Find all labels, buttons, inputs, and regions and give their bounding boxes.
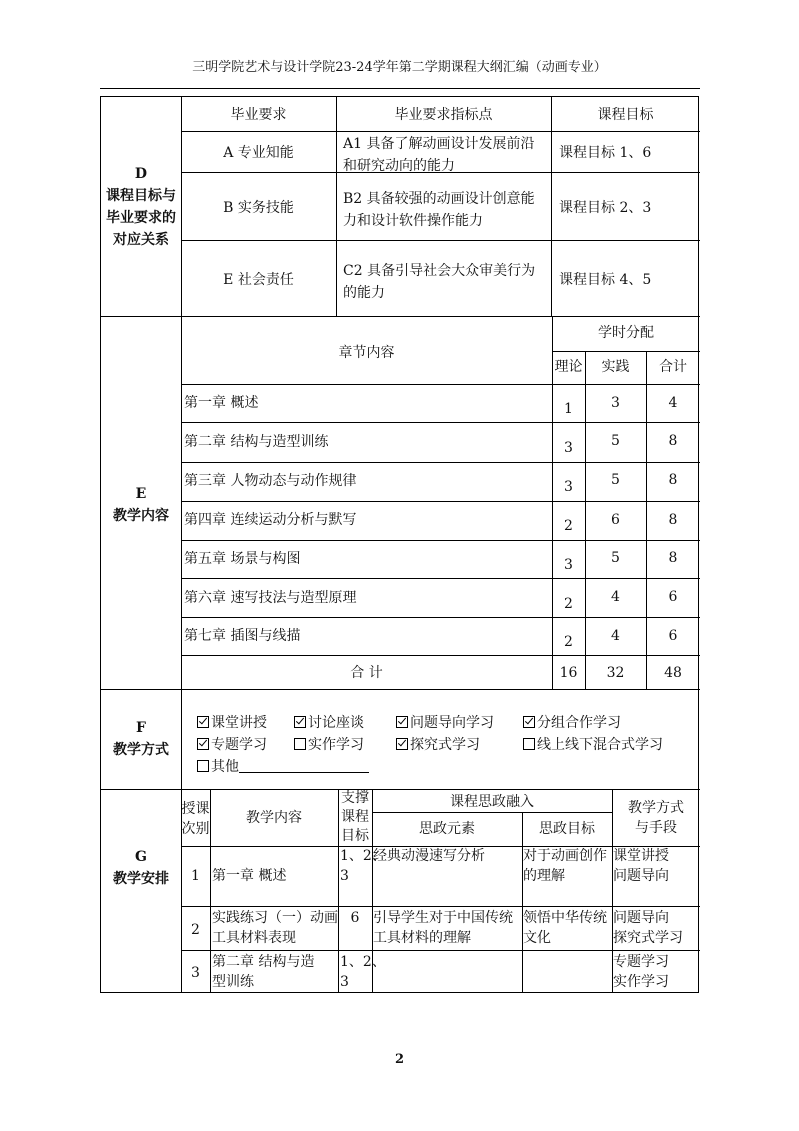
g-header-element: 思政元素: [419, 821, 475, 837]
d-header-requirement: 毕业要求: [230, 107, 287, 123]
g-row1-goal: 对于动画创作 的理解: [523, 848, 607, 884]
checkbox-checked-icon[interactable]: [396, 738, 408, 750]
checkbox-checked-icon[interactable]: [523, 716, 535, 728]
e-total-practice: 32: [606, 665, 625, 681]
g-row1-content: 第一章 概述: [212, 868, 287, 884]
e-sub-line: [552, 351, 700, 352]
option-topic-study[interactable]: 专题学习: [197, 735, 267, 755]
section-e-label: E 教学内容: [113, 486, 169, 524]
option-discussion[interactable]: 讨论座谈: [294, 713, 364, 733]
e-header-hours: 学时分配: [598, 325, 654, 341]
option-blended[interactable]: 线上线下混合式学习: [523, 735, 663, 755]
g-row3-no: 3: [191, 965, 200, 981]
d-goal-a: 课程目标 1、6: [559, 145, 652, 161]
e-row-line: [181, 462, 700, 463]
e-theory-6: 2: [564, 596, 573, 612]
e-practice-6: 4: [611, 589, 620, 605]
d-goal-b: 课程目标 2、3: [559, 200, 652, 216]
g-row-line: [181, 906, 700, 907]
section-f-label: F 教学方式: [113, 720, 169, 758]
e-header-content: 章节内容: [338, 345, 395, 361]
e-header-total: 合计: [659, 359, 687, 375]
other-blank-line[interactable]: [239, 758, 369, 773]
g-header-ideology: 课程思政融入: [450, 794, 534, 810]
d-req-b: B 实务技能: [223, 200, 294, 216]
option-practical[interactable]: 实作学习: [294, 735, 364, 755]
e-chapter-7: 第七章 插图与线描: [184, 628, 301, 644]
option-inquiry[interactable]: 探究式学习: [396, 735, 480, 755]
e-row-line: [181, 540, 700, 541]
checkbox-unchecked-icon[interactable]: [197, 760, 209, 772]
g-row1-support: 1、2、 3: [340, 848, 386, 884]
e-total-total: 48: [664, 665, 682, 681]
page-header: 三明学院艺术与设计学院23-24学年第二学期课程大纲汇编（动画专业）: [192, 60, 607, 75]
e-header-theory: 理论: [554, 359, 583, 375]
section-d-label: D 课程目标与 毕业要求的 对应关系: [106, 166, 176, 248]
checkbox-checked-icon[interactable]: [197, 738, 209, 750]
e-row-line: [181, 655, 700, 656]
e-practice-3: 5: [611, 472, 620, 488]
divider-f-g: [101, 789, 700, 790]
e-theory-5: 3: [564, 557, 573, 573]
section-g-label: G 教学安排: [113, 849, 169, 887]
e-total-theory: 16: [559, 665, 578, 681]
g-row2-goal: 领悟中华传统 文化: [523, 910, 607, 946]
d-header-indicator: 毕业要求指标点: [394, 107, 493, 123]
e-row-line: [181, 501, 700, 502]
checkbox-checked-icon[interactable]: [396, 716, 408, 728]
g-sub-line: [372, 812, 612, 813]
divider-e-f: [101, 689, 700, 690]
g-row3-support: 1、2、 3: [340, 954, 386, 990]
checkbox-unchecked-icon[interactable]: [294, 738, 306, 750]
e-practice-5: 5: [611, 550, 620, 566]
d-col-line: [551, 97, 552, 316]
option-problem-based[interactable]: 问题导向学习: [396, 713, 494, 733]
e-theory-3: 3: [564, 479, 573, 495]
e-row-line: [181, 384, 700, 385]
d-req-e: E 社会责任: [223, 272, 294, 288]
d-row-line: [181, 240, 700, 241]
g-row1-element: 经典动漫速写分析: [373, 848, 485, 864]
d-row-line: [181, 131, 700, 132]
g-header-session: 授课 次别: [181, 801, 210, 837]
e-chapter-1: 第一章 概述: [184, 395, 259, 411]
e-chapter-4: 第四章 连续运动分析与默写: [184, 512, 357, 528]
checkbox-unchecked-icon[interactable]: [523, 738, 535, 750]
e-chapter-5: 第五章 场景与构图: [184, 551, 301, 567]
e-total-2: 8: [668, 433, 678, 449]
e-chapter-2: 第二章 结构与造型训练: [184, 434, 329, 450]
e-total-7: 6: [668, 628, 678, 644]
e-theory-4: 2: [564, 518, 573, 534]
e-chapter-6: 第六章 速写技法与造型原理: [184, 590, 357, 606]
e-total-1: 4: [668, 395, 678, 411]
e-practice-4: 6: [611, 512, 620, 528]
e-total-3: 8: [668, 472, 678, 488]
e-row-line: [181, 578, 700, 579]
e-total-6: 6: [668, 589, 678, 605]
option-group-work[interactable]: 分组合作学习: [523, 713, 621, 733]
g-row3-content: 第二章 结构与造 型训练: [212, 954, 315, 990]
e-total-4: 8: [668, 512, 678, 528]
e-row-line: [181, 617, 700, 618]
checkbox-checked-icon[interactable]: [294, 716, 306, 728]
e-chapter-3: 第三章 人物动态与动作规律: [184, 473, 357, 489]
g-header-goal: 思政目标: [539, 821, 595, 837]
e-header-practice: 实践: [601, 359, 630, 375]
e-theory-1: 1: [564, 401, 573, 417]
g-row-line: [181, 950, 700, 951]
e-total-label: 合 计: [350, 665, 383, 681]
d-header-goal: 课程目标: [597, 107, 654, 123]
g-row2-no: 2: [191, 922, 200, 938]
e-theory-7: 2: [564, 634, 573, 650]
g-row2-support: 6: [350, 910, 360, 926]
e-practice-7: 4: [611, 628, 620, 644]
d-point-a1: A1 具备了解动画设计发展前沿和研究动向的能力: [343, 136, 535, 174]
e-row-line: [181, 422, 700, 423]
g-row2-element: 引导学生对于中国传统 工具材料的理解: [373, 910, 513, 946]
g-row3-method: 专题学习 实作学习: [613, 954, 669, 990]
e-practice-1: 3: [611, 395, 620, 411]
checkbox-checked-icon[interactable]: [197, 716, 209, 728]
d-col-line: [336, 97, 337, 316]
g-row2-method: 问题导向 探究式学习: [613, 910, 683, 946]
option-other[interactable]: 其他: [197, 757, 369, 777]
g-row1-method: 课堂讲授 问题导向: [613, 848, 669, 884]
e-practice-2: 5: [611, 433, 620, 449]
d-req-a: A 专业知能: [223, 145, 294, 161]
e-total-5: 8: [668, 550, 678, 566]
d-point-c2: C2 具备引导社会大众审美行为的能力: [343, 263, 536, 301]
e-theory-2: 3: [564, 440, 573, 456]
syllabus-table: [100, 96, 699, 993]
option-lecture[interactable]: 课堂讲授: [197, 713, 267, 733]
g-header-content: 教学内容: [246, 810, 302, 826]
g-row1-no: 1: [191, 868, 200, 884]
d-goal-e: 课程目标 4、5: [559, 272, 652, 288]
d-point-b2: B2 具备较强的动画设计创意能力和设计软件操作能力: [343, 191, 535, 229]
g-col-line: [522, 812, 523, 993]
label-column-line: [181, 97, 182, 993]
g-row2-content: 实践练习（一）动画 工具材料表现: [212, 910, 338, 946]
header-rule: [100, 88, 700, 89]
g-header-support: 支撑 课程 目标: [341, 790, 369, 844]
page-number: 2: [394, 1052, 405, 1067]
divider-d-e: [101, 316, 700, 317]
g-header-method: 教学方式 与手段: [628, 800, 684, 836]
